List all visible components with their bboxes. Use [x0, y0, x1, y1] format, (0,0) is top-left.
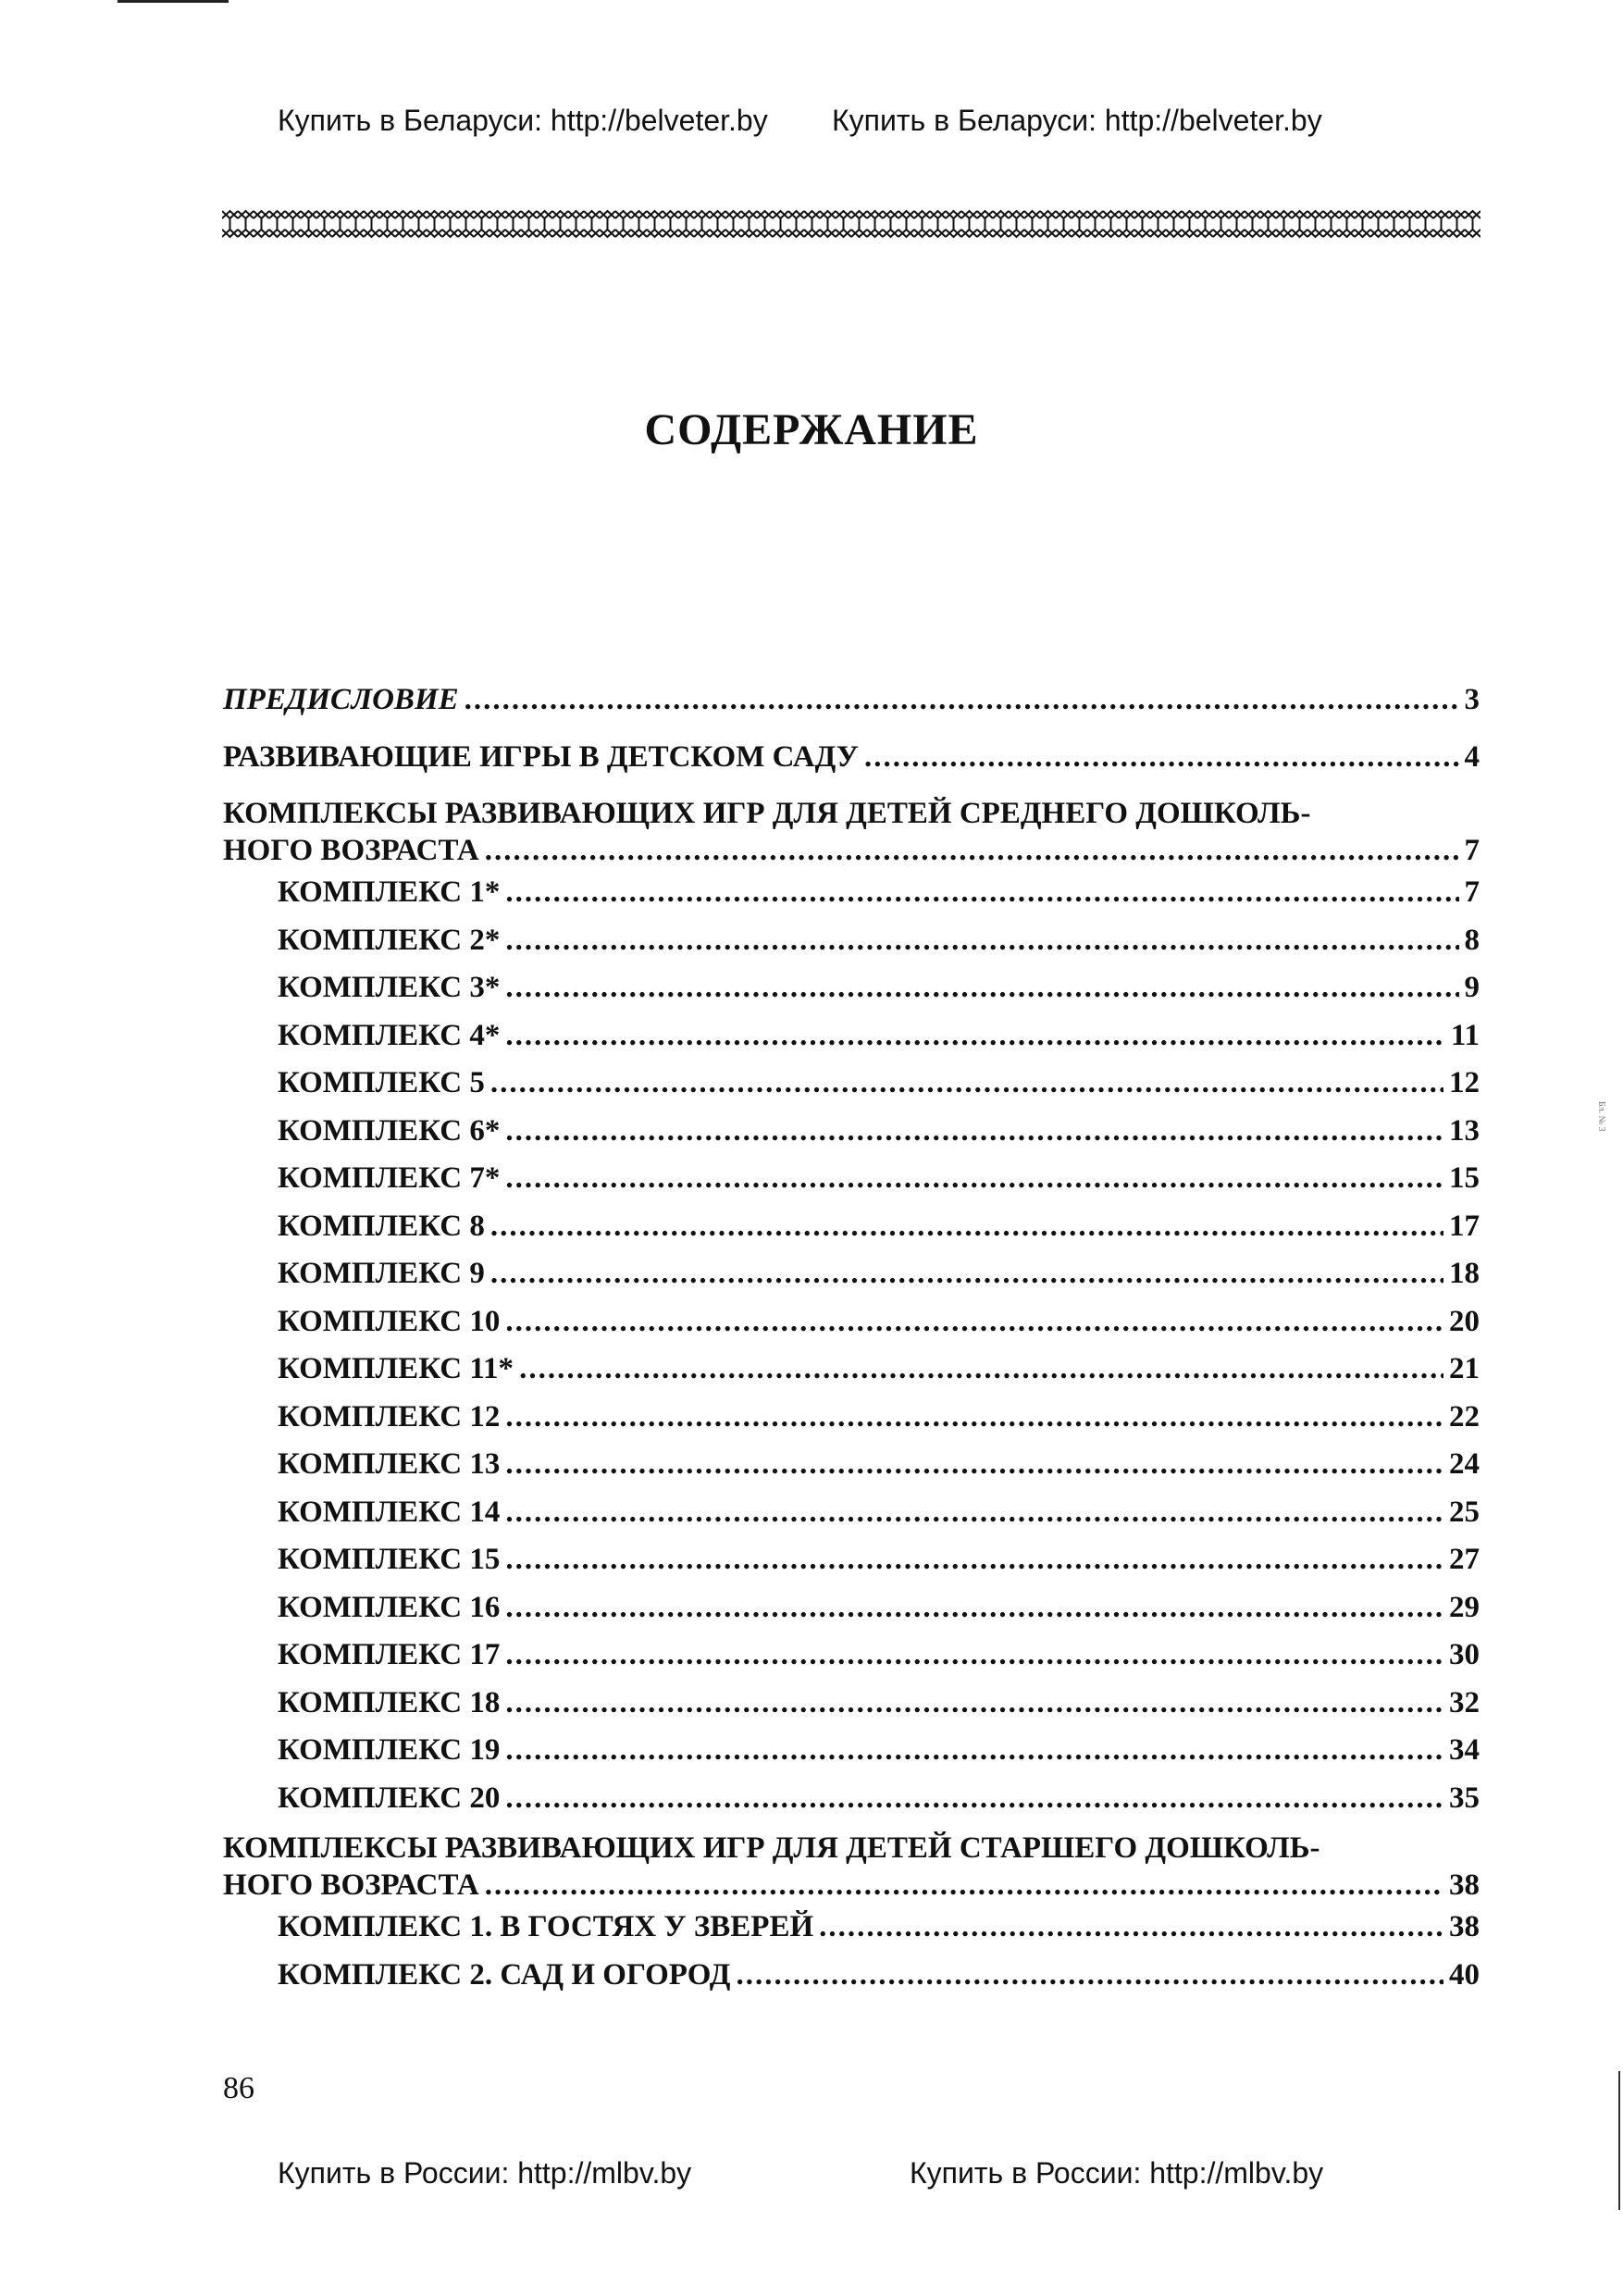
toc-page-number: 3 — [1464, 683, 1480, 716]
toc-entry-complex[interactable] — [223, 1536, 1480, 1584]
dot-leader — [505, 1536, 1443, 1584]
toc-entry-senior-group[interactable] — [223, 1830, 1480, 1904]
toc-page-number: 7 — [1464, 875, 1480, 909]
footer-promo-left: Купить в России: http://mlbv.by — [278, 2156, 692, 2190]
toc-label: КОМПЛЕКС 19 — [278, 1733, 501, 1767]
dot-leader — [505, 1155, 1443, 1203]
toc-label: КОМПЛЕКС 3* — [278, 971, 501, 1004]
toc-page-number: 7 — [1464, 834, 1480, 867]
toc-label: КОМПЛЕКС 17 — [278, 1638, 501, 1671]
toc-page-number: 40 — [1449, 1957, 1480, 1992]
toc-entry-complex[interactable] — [223, 964, 1480, 1012]
dot-leader — [519, 1346, 1443, 1394]
toc-entry-complex[interactable] — [223, 917, 1480, 965]
toc-label-continued: НОГО ВОЗРАСТА — [223, 1868, 479, 1902]
toc-label: КОМПЛЕКС 14 — [278, 1495, 501, 1529]
senior-group-items — [223, 1904, 1480, 1999]
toc-page-number: 15 — [1449, 1161, 1480, 1195]
toc-page-number: 34 — [1449, 1733, 1480, 1767]
toc-entry-middle-group[interactable] — [223, 795, 1480, 869]
toc-entry-complex[interactable] — [223, 1904, 1480, 1952]
toc-label: КОМПЛЕКС 9 — [278, 1257, 485, 1290]
toc-label: КОМПЛЕКС 12 — [278, 1399, 501, 1433]
toc-page-number: 8 — [1464, 923, 1480, 957]
toc-entry-complex[interactable] — [223, 869, 1480, 917]
dot-leader — [864, 738, 1459, 776]
toc-page-number: 4 — [1464, 740, 1480, 774]
dot-leader — [490, 1203, 1443, 1251]
toc-page-number: 35 — [1449, 1781, 1480, 1815]
toc-entry-complex[interactable] — [223, 1441, 1480, 1489]
toc-page-number: 13 — [1449, 1113, 1480, 1148]
toc-entry-complex[interactable] — [223, 1952, 1480, 2000]
dot-leader — [505, 1584, 1443, 1632]
dot-leader — [505, 1680, 1443, 1728]
dot-leader — [505, 1632, 1443, 1680]
dot-leader — [505, 917, 1458, 965]
toc-label: КОМПЛЕКС 10 — [278, 1304, 501, 1338]
ornament-border — [222, 205, 1481, 242]
dot-leader — [505, 1489, 1443, 1537]
dot-leader — [505, 1727, 1443, 1775]
toc-page-number: 18 — [1449, 1257, 1480, 1290]
toc-entry-complex[interactable] — [223, 1346, 1480, 1394]
header-promo-left: Купить в Беларуси: http://belveter.by — [278, 104, 768, 137]
toc-entry-preface[interactable] — [223, 681, 1480, 733]
toc-page-number: 17 — [1449, 1209, 1480, 1243]
toc-label: КОМПЛЕКС 18 — [278, 1685, 501, 1719]
toc-entry-complex[interactable] — [223, 1394, 1480, 1442]
toc-label: КОМПЛЕКС 8 — [278, 1209, 485, 1243]
toc-label: РАЗВИВАЮЩИЕ ИГРЫ В ДЕТСКОМ САДУ — [223, 740, 859, 774]
toc-label: КОМПЛЕКС 20 — [278, 1781, 501, 1815]
toc-label: КОМПЛЕКС 15 — [278, 1543, 501, 1576]
toc-page-number: 29 — [1449, 1590, 1480, 1624]
toc-label: КОМПЛЕКС 11* — [278, 1352, 514, 1385]
header-promo-right: Купить в Беларуси: http://belveter.by — [832, 104, 1322, 137]
toc-entry-complex[interactable] — [223, 1489, 1480, 1537]
toc-entry-complex[interactable] — [223, 1012, 1480, 1061]
toc-entry-complex[interactable] — [223, 1727, 1480, 1775]
toc-page-number: 25 — [1449, 1495, 1480, 1529]
toc-entry-complex[interactable] — [223, 1298, 1480, 1347]
toc-label-continued: НОГО ВОЗРАСТА — [223, 834, 479, 867]
dot-leader — [465, 681, 1459, 718]
side-mark: Бл. № 3 — [1596, 1101, 1606, 1132]
toc-page-number: 38 — [1449, 1910, 1480, 1943]
toc-page-number: 27 — [1449, 1543, 1480, 1576]
toc-entry-complex[interactable] — [223, 1250, 1480, 1298]
dot-leader — [505, 1298, 1443, 1347]
toc-label: КОМПЛЕКС 1. В ГОСТЯХ У ЗВЕРЕЙ — [278, 1910, 814, 1943]
dot-leader — [485, 832, 1459, 869]
toc-entry-complex[interactable] — [223, 1775, 1480, 1823]
toc-entry-complex[interactable] — [223, 1632, 1480, 1680]
toc-page-number: 30 — [1449, 1638, 1480, 1671]
dot-leader — [505, 1012, 1444, 1061]
toc-entry-complex[interactable] — [223, 1680, 1480, 1728]
toc-label: КОМПЛЕКС 16 — [278, 1590, 501, 1624]
toc-page-number: 32 — [1449, 1685, 1480, 1719]
dot-leader — [490, 1060, 1443, 1108]
toc-page-number: 12 — [1449, 1066, 1480, 1099]
page-number: 86 — [223, 2071, 254, 2105]
toc-label: КОМПЛЕКС 1* — [278, 875, 501, 909]
dot-leader — [505, 1394, 1443, 1442]
toc-page-number: 21 — [1449, 1352, 1480, 1385]
toc-label: КОМПЛЕКСЫ РАЗВИВАЮЩИХ ИГР ДЛЯ ДЕТЕЙ СРЕДНЕГО ДОШКОЛЬ- — [223, 797, 1311, 830]
dot-leader — [505, 1441, 1443, 1489]
toc-entry-dev-games[interactable] — [223, 738, 1480, 776]
toc-label: КОМПЛЕКС 6* — [278, 1113, 501, 1148]
page-edge-line — [118, 0, 229, 3]
table-of-contents — [223, 681, 1480, 1999]
toc-entry-complex[interactable] — [223, 1108, 1480, 1156]
dot-leader — [485, 1867, 1443, 1904]
dot-leader — [490, 1250, 1443, 1298]
toc-page-number: 11 — [1450, 1018, 1480, 1052]
toc-label: КОМПЛЕКС 2* — [278, 923, 501, 957]
dot-leader — [505, 1108, 1443, 1156]
dot-leader — [505, 869, 1458, 917]
toc-label: КОМПЛЕКС 5 — [278, 1066, 485, 1099]
toc-label: КОМПЛЕКСЫ РАЗВИВАЮЩИХ ИГР ДЛЯ ДЕТЕЙ СТАРШЕГО ДОШКОЛЬ- — [223, 1831, 1320, 1865]
toc-label: КОМПЛЕКС 2. САД И ОГОРОД — [278, 1957, 731, 1992]
footer-promo-right: Купить в России: http://mlbv.by — [910, 2156, 1324, 2190]
toc-label: КОМПЛЕКС 7* — [278, 1161, 501, 1195]
dot-leader — [819, 1904, 1443, 1952]
toc-label: КОМПЛЕКС 4* — [278, 1018, 501, 1052]
middle-group-items — [223, 869, 1480, 1822]
toc-entry-complex[interactable] — [223, 1584, 1480, 1632]
toc-entry-complex[interactable] — [223, 1203, 1480, 1251]
toc-page-number: 22 — [1449, 1399, 1480, 1433]
dot-leader — [505, 964, 1458, 1012]
toc-label: ПРЕДИСЛОВИЕ — [223, 683, 459, 716]
toc-page-number: 9 — [1464, 971, 1480, 1004]
toc-label: КОМПЛЕКС 13 — [278, 1447, 501, 1481]
dot-leader — [505, 1775, 1443, 1823]
toc-entry-complex[interactable] — [223, 1155, 1480, 1203]
page-title: СОДЕРЖАНИЕ — [644, 405, 979, 454]
page-edge-line-right — [1618, 2071, 1620, 2210]
toc-entry-complex[interactable] — [223, 1060, 1480, 1108]
dot-leader — [736, 1952, 1443, 2000]
toc-page-number: 24 — [1449, 1447, 1480, 1481]
toc-page-number: 38 — [1449, 1868, 1480, 1902]
toc-page-number: 20 — [1449, 1304, 1480, 1338]
